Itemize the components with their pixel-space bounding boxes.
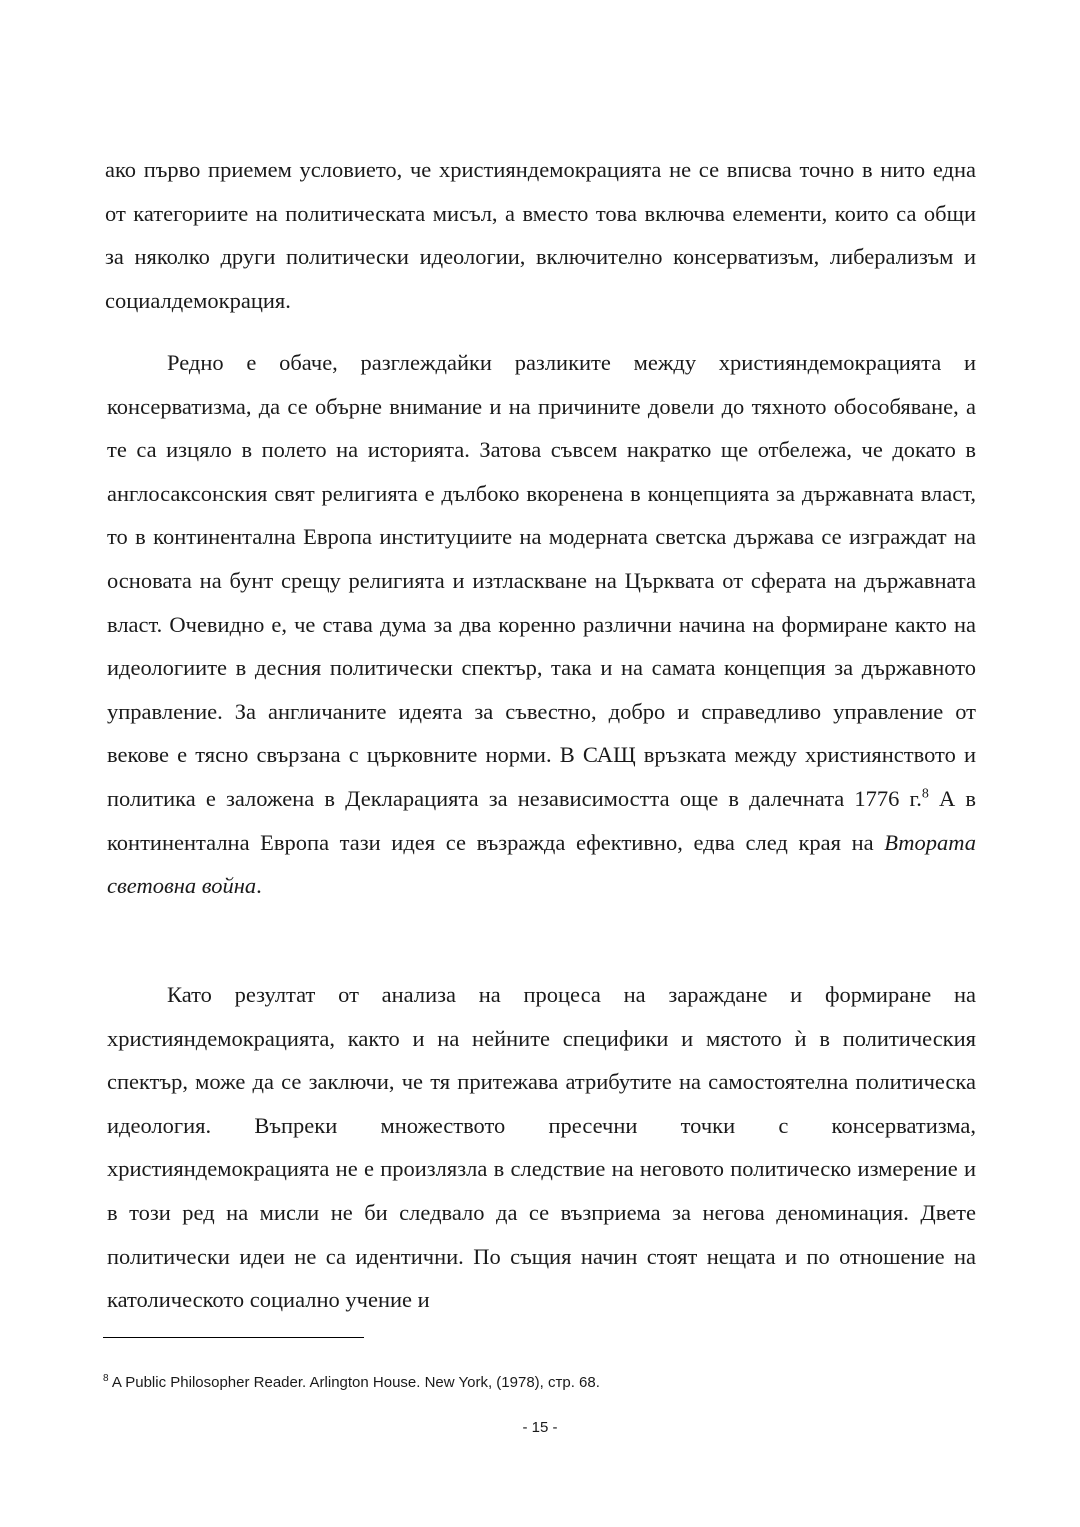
paragraph-2-text: Редно е обаче, разглеждайки разликите между християндемокрацията и консерватизма, да се обърне внимание и на причините довели до тяхното обособяване, а те са изцяло в полето на историята. Затова съвсем накратко ще отбележа, че докато в англосаксонския свят религията е дълбоко вкоренена в концепцията за държавната власт, то в континентална Европа институциите на модерната светска държава се изграждат на основата на бунт срещу религията и изтласкване на Църквата от сферата на държавната власт. Очевидно е, че става дума за два коренно различни начина на формиране както на идеологиите в десния политически спектър, така и на самата концепция за държавното управление. За англичаните идеята за съвестно, добро и справедливо управление от векове е тясно свързана с църковните норми. В САЩ връзката между християнството и политика е заложена в Декларацията за независимостта още в далечната 1776 г. [107,350,976,811]
footnote [103,1374,600,1391]
paragraph-2-end: . [256,873,262,899]
paragraph-1: ако първо приемем условието, че християндемокрацията не се вписва точно в нито една от категориите на политическата мисъл, а вместо това включва елементи, които са общи за няколко други политически идеологии, включително консерватизъм, либерализъм и социалдемокрация. [105,157,976,313]
page-number: - 15 - [522,1419,558,1436]
footnote-separator [103,1337,364,1338]
footnote-reference[interactable]: 8 [921,786,929,802]
paragraph-2 [107,341,976,908]
emphasized-term: Втората световна война [107,829,976,899]
paragraph-2-text-continued: А в континентална Европа тази идея се възражда ефективно, едва след края на [107,785,976,855]
footnote-text: A Public Philosopher Reader. Arlington House. New York, (1978), стр. 68. [108,1374,600,1391]
footnote-number: 8 [103,1373,109,1384]
paragraph-3: Като резултат от анализа на процеса на зараждане и формиране на християндемокрацията, както и на нейните специфики и мястото ѝ в политическия спектър, може да се заключи, че тя притежава атрибутите на самостоятелна политическа идеология. Въпреки множеството пресечни точки с консерватизма, християндемокрацията не е произлязла в следствие на неговото политическо измерение и в този ред на мисли не би следвало да се възприема за негова деноминация. Двете политически идеи не са идентични. По същия начин стоят нещата и по отношение на католическото социално учение и [107,982,976,1313]
